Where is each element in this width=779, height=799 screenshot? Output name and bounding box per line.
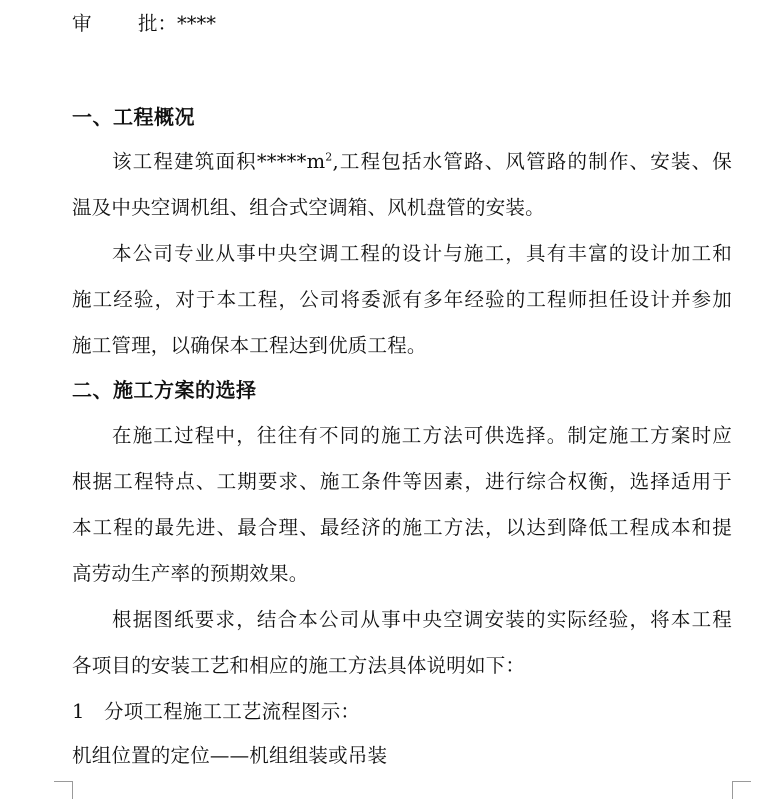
section2-para1-line2: 根据工程特点、工期要求、施工条件等因素，进行综合权衡，选择适用于 [72,470,732,493]
section1-heading: 一、工程概况 [72,105,195,129]
approval-label-a: 审 [72,12,92,35]
list-item-text: 分项工程施工工艺流程图示： [104,700,361,723]
list-item-1 [72,698,732,726]
section2-para1-line3: 本工程的最先进、最合理、最经济的施工方法，以达到降低工程成本和提 [72,516,732,539]
section2-para2-line2: 各项目的安装工艺和相应的施工方法具体说明如下： [72,654,526,677]
section1-para2-line3: 施工管理，以确保本工程达到优质工程。 [72,334,427,357]
approval-line [72,10,732,38]
scope-text: ,工程包括水管路、风管路的制作、安装、保 [332,150,733,173]
section1-para2-line2: 施工经验，对于本工程，公司将委派有多年经验的工程师担任设计并参加 [72,288,732,311]
list-item-number: 1 [72,700,85,723]
section1-para1-line2: 温及中央空调机组、组合式空调箱、风机盘管的安装。 [72,196,545,219]
area-superscript: 2 [325,150,333,164]
section1-para2-line1: 本公司专业从事中央空调工程的设计与施工，具有丰富的设计加工和 [112,242,732,265]
flow-text: 机组位置的定位——机组组装或吊装 [72,744,388,767]
section1-para1-line1 [112,148,732,176]
area-text: 该工程建筑面积*****m [112,150,326,173]
section2-para1-line4: 高劳动生产率的预期效果。 [72,562,309,585]
section2-heading: 二、施工方案的选择 [72,378,257,402]
section2-para1-line1: 在施工过程中，往往有不同的施工方法可供选择。制定施工方案时应 [112,424,732,447]
section2-para2-line1: 根据图纸要求，结合本公司从事中央空调安装的实际经验，将本工程 [112,608,732,631]
approval-label-b: 批：**** [138,12,217,35]
